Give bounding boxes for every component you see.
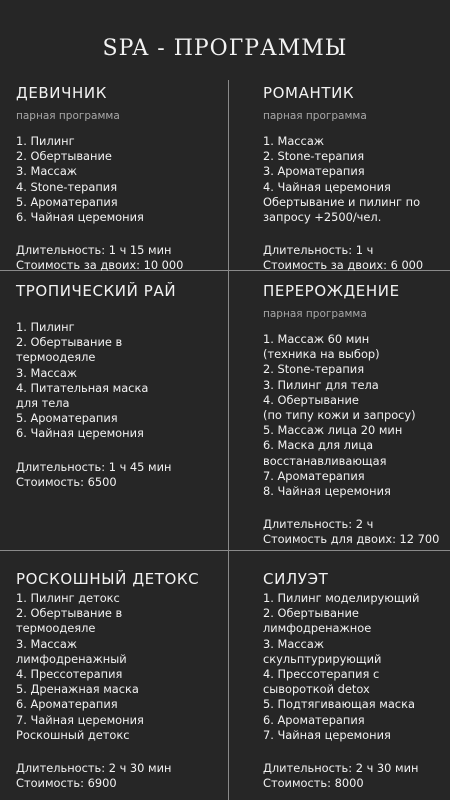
program-info	[16, 460, 226, 490]
procedure-item: 2. Обертывание в	[16, 606, 123, 621]
program-procedure-list	[16, 320, 226, 442]
procedure-item: 6. Чайная церемония	[16, 426, 144, 441]
program-price: Стоимость для двоих: 12 700	[263, 532, 440, 547]
procedure-item: 2. Stone-терапия	[263, 149, 365, 164]
program-info	[263, 243, 450, 273]
program-duration: Длительность: 1 ч 15 мин	[16, 243, 172, 258]
procedure-item: 4. Питательная маска	[16, 380, 149, 395]
program-duration: Длительность: 1 ч	[263, 243, 374, 258]
procedure-item: 6. Маска для лица	[263, 438, 374, 453]
program-card-roskoshny-detoks	[16, 570, 226, 791]
procedure-item: 4. Чайная церемония	[263, 179, 391, 194]
program-subtitle: парная программа	[16, 110, 120, 122]
procedure-item: 2. Обертывание	[16, 149, 112, 164]
procedure-item: 8. Чайная церемония	[263, 484, 391, 499]
procedure-item: 2. Обертывание в	[16, 335, 123, 350]
procedure-item: 1. Пилинг	[16, 320, 75, 334]
program-subtitle: парная программа	[263, 110, 367, 122]
procedure-item: 5. Массаж лица 20 мин	[263, 423, 403, 438]
program-subtitle: парная программа	[263, 308, 367, 320]
program-price: Стоимость за двоих: 10 000	[16, 258, 184, 273]
program-procedure-list	[16, 591, 226, 743]
procedure-item: 3. Пилинг для тела	[263, 377, 379, 392]
procedure-item: 4. Обертывание	[263, 392, 359, 407]
procedure-item: восстанавливающая	[263, 453, 387, 468]
page-title: SPA - ПРОГРАММЫ	[102, 36, 348, 61]
program-card-romantik	[263, 84, 450, 274]
program-duration: Длительность: 2 ч 30 мин	[16, 761, 172, 776]
program-price: Стоимость за двоих: 6 000	[263, 258, 424, 273]
procedure-item: 1. Массаж 60 мин	[263, 332, 370, 346]
program-title: СИЛУЭТ	[263, 570, 329, 588]
program-procedure-list	[263, 332, 450, 499]
procedure-item: лимфодренажное	[263, 621, 372, 636]
program-title: ТРОПИЧЕСКИЙ РАЙ	[16, 282, 177, 300]
procedure-item: 3. Массаж	[263, 636, 325, 651]
procedure-item: 5. Дренажная маска	[16, 682, 139, 697]
program-price: Стоимость: 8000	[263, 776, 364, 791]
procedure-item: термоодеяле	[16, 350, 96, 365]
procedure-item: скульптурирующий	[263, 651, 382, 666]
program-card-devichnik	[16, 84, 226, 274]
procedure-item: 5. Ароматерапия	[16, 411, 118, 426]
program-title: РОСКОШНЫЙ ДЕТОКС	[16, 570, 200, 588]
procedure-item: термоодеяле	[16, 621, 96, 636]
vertical-divider	[228, 80, 229, 800]
procedure-item: 3. Ароматерапия	[263, 164, 365, 179]
procedure-item: 4. Прессотерапия с	[263, 667, 380, 682]
program-title: ДЕВИЧНИК	[16, 84, 107, 102]
procedure-item: запросу +2500/чел.	[263, 210, 382, 225]
program-card-tropicheskiy-ray	[16, 282, 226, 490]
program-title: РОМАНТИК	[263, 84, 355, 102]
procedure-item: 4. Stone-терапия	[16, 179, 118, 194]
program-duration: Длительность: 2 ч	[263, 517, 374, 532]
procedure-item: 2. Stone-терапия	[263, 362, 365, 377]
program-duration: Длительность: 2 ч 30 мин	[263, 761, 419, 776]
procedure-item: 6. Чайная церемония	[16, 210, 144, 225]
program-card-pererozhdenie	[263, 282, 450, 548]
program-price: Стоимость: 6900	[16, 776, 117, 791]
procedure-item: 3. Массаж	[16, 164, 78, 179]
horizontal-divider	[0, 550, 450, 551]
procedure-item: 7. Чайная церемония	[263, 727, 391, 742]
procedure-item: 1. Пилинг	[16, 134, 75, 148]
procedure-item: 1. Пилинг моделирующий	[263, 591, 420, 605]
program-info	[16, 761, 226, 791]
program-procedure-list	[263, 591, 450, 743]
procedure-item: 3. Массаж	[16, 636, 78, 651]
procedure-item: 2. Обертывание	[263, 606, 359, 621]
program-info	[263, 517, 450, 547]
procedure-item: 4. Прессотерапия	[16, 667, 123, 682]
procedure-item: сывороткой detox	[263, 682, 370, 697]
procedure-item: 5. Ароматерапия	[16, 194, 118, 209]
program-procedure-list	[263, 134, 450, 225]
procedure-item: Обертывание и пилинг по	[263, 194, 421, 209]
procedure-item: (по типу кожи и запросу)	[263, 408, 416, 423]
procedure-item: 6. Ароматерапия	[263, 712, 365, 727]
program-duration: Длительность: 1 ч 45 мин	[16, 459, 172, 474]
program-price: Стоимость: 6500	[16, 474, 117, 489]
procedure-item: Роскошный детокс	[16, 727, 130, 742]
procedure-item: лимфодренажный	[16, 651, 127, 666]
program-info	[16, 243, 226, 273]
procedure-item: 1. Массаж	[263, 134, 325, 148]
procedure-item: (техника на выбор)	[263, 347, 380, 362]
program-card-siluet	[263, 570, 450, 791]
program-procedure-list	[16, 134, 226, 225]
procedure-item: 7. Чайная церемония	[16, 712, 144, 727]
program-info	[263, 761, 450, 791]
program-title: ПЕРЕРОЖДЕНИЕ	[263, 282, 400, 300]
procedure-item: 7. Ароматерапия	[263, 468, 365, 483]
procedure-item: для тела	[16, 396, 70, 411]
procedure-item: 1. Пилинг детокс	[16, 591, 120, 605]
procedure-item: 5. Подтягивающая маска	[263, 697, 415, 712]
procedure-item: 6. Ароматерапия	[16, 697, 118, 712]
procedure-item: 3. Массаж	[16, 365, 78, 380]
